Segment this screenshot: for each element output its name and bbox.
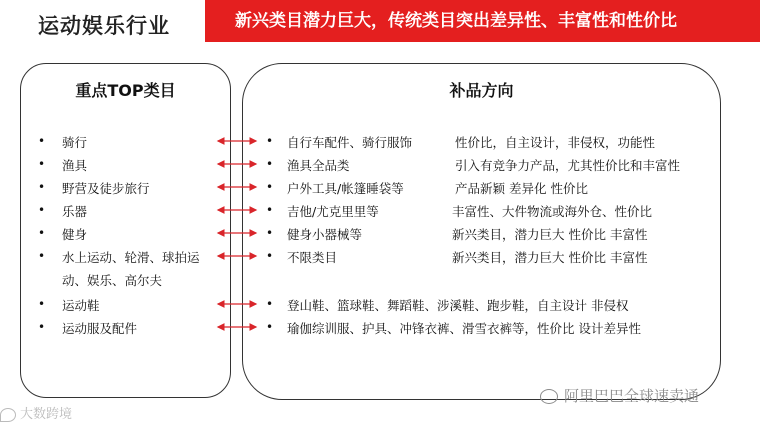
bullet-icon: • [38, 134, 46, 148]
direction-category: 户外工具/帐篷睡袋等 [287, 181, 404, 196]
bullet-icon: • [266, 249, 274, 263]
watermark-logo-icon [0, 408, 16, 422]
direction-text: 新兴类目，潜力巨大 性价比 丰富性 [452, 227, 648, 242]
left-item: 骑行 [62, 135, 88, 150]
watermark-left-text: 大数跨境 [20, 407, 73, 422]
bullet-icon: • [266, 297, 274, 311]
left-item: 渔具 [62, 158, 88, 173]
left-item: 健身 [62, 227, 88, 242]
direction-text: 丰富性、大件物流或海外仓、性价比 [452, 204, 653, 219]
bullet-icon: • [266, 203, 274, 217]
top-category-heading: 重点TOP类目 [75, 81, 176, 100]
page-title: 运动娱乐行业 [38, 14, 170, 38]
top-category-panel [20, 63, 231, 398]
left-item-continued: 动、娱乐、高尔夫 [62, 273, 163, 288]
bullet-icon: • [266, 157, 274, 171]
bullet-icon: • [38, 180, 46, 194]
bullet-icon: • [38, 157, 46, 171]
bullet-icon: • [266, 180, 274, 194]
direction-text: 产品新颖 差异化 性价比 [455, 181, 588, 196]
direction-text: 新兴类目，潜力巨大 性价比 丰富性 [452, 250, 648, 265]
watermark-left [0, 403, 72, 422]
bullet-icon: • [266, 320, 274, 334]
direction-text: 引入有竞争力产品，尤其性价比和丰富性 [455, 158, 681, 173]
headline-banner: 新兴类目潜力巨大，传统类目突出差异性、丰富性和性价比 [205, 0, 760, 42]
direction-category: 自行车配件、骑行服饰 [287, 135, 413, 150]
product-direction-heading: 补品方向 [449, 81, 514, 100]
direction-text: 性价比，自主设计，非侵权，功能性 [455, 135, 656, 150]
direction-category: 吉他/尤克里里等 [287, 204, 379, 219]
left-item: 水上运动、轮滑、球拍运 [62, 250, 200, 265]
bullet-icon: • [38, 320, 46, 334]
direction-wide-row: 瑜伽综训服、护具、冲锋衣裤、滑雪衣裤等，性价比 设计差异性 [287, 321, 641, 336]
direction-category: 不限类目 [287, 250, 338, 265]
bullet-icon: • [38, 249, 46, 263]
bullet-icon: • [266, 226, 274, 240]
bullet-icon: • [38, 297, 46, 311]
left-item: 野营及徒步旅行 [62, 181, 150, 196]
bullet-icon: • [38, 203, 46, 217]
direction-wide-row: 登山鞋、篮球鞋、舞蹈鞋、涉溪鞋、跑步鞋，自主设计 非侵权 [287, 298, 629, 313]
left-item: 运动服及配件 [62, 321, 138, 336]
direction-category: 渔具全品类 [287, 158, 350, 173]
bullet-icon: • [38, 226, 46, 240]
wechat-icon [540, 389, 558, 404]
bullet-icon: • [266, 134, 274, 148]
left-item: 乐器 [62, 204, 88, 219]
watermark-right [540, 385, 699, 406]
double-arrow-icon [214, 0, 264, 427]
watermark-right-text: 阿里巴巴全球速卖通 [564, 387, 700, 405]
left-item: 运动鞋 [62, 298, 100, 313]
direction-category: 健身小器械等 [287, 227, 363, 242]
